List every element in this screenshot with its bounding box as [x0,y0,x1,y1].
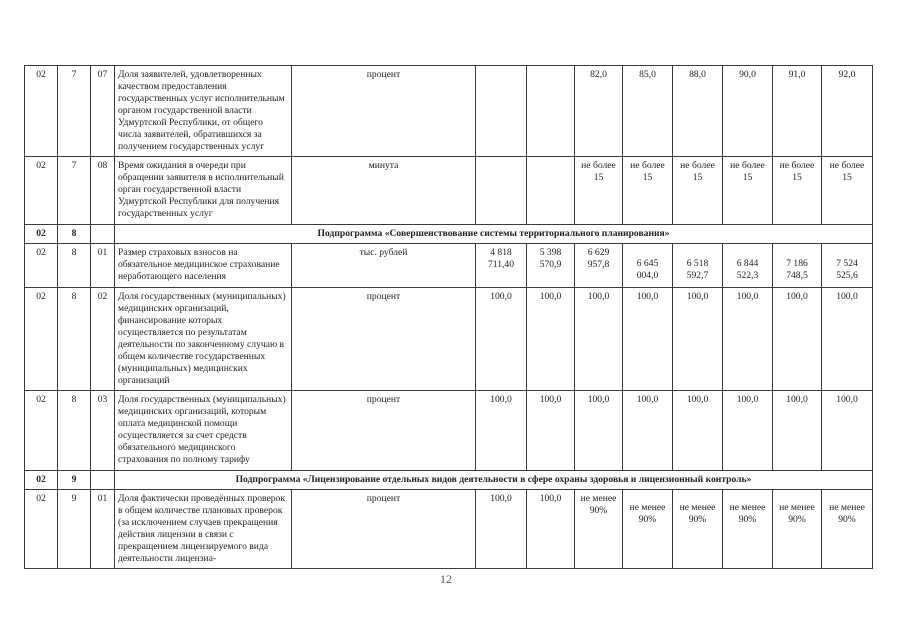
indicator-name: Размер страховых взносов на обязательное медицинское страхование неработающего населения [115,244,292,288]
value-cell: не более 15 [723,157,773,225]
value-cell: не менее 90% [822,490,873,569]
value-cell: не более 15 [623,157,673,225]
value-cell: 100,0 [773,391,822,471]
unit-cell: процент [292,66,476,157]
code-a: 02 [25,66,58,157]
value-cell [476,157,527,225]
value-cell: 100,0 [773,288,822,391]
value-cell: 100,0 [673,391,723,471]
subprogram-row [25,225,873,244]
empty-cell [91,471,115,490]
code-a: 02 [25,471,58,490]
value-cell: 6 629 957,8 [575,244,623,288]
table-row [25,157,873,225]
value-cell: 100,0 [476,391,527,471]
value-cell: 6 844 522,3 [723,244,773,288]
code-b: 9 [58,471,91,490]
value-cell: 100,0 [623,288,673,391]
value-cell: не более 15 [773,157,822,225]
value-cell: 100,0 [723,391,773,471]
code-a: 02 [25,225,58,244]
subprogram-title: Подпрограмма «Совершенствование системы территориального планирования» [115,225,873,244]
code-c: 07 [91,66,115,157]
value-cell: 100,0 [623,391,673,471]
value-cell: не более 15 [822,157,873,225]
value-cell: 100,0 [575,288,623,391]
code-b: 8 [58,288,91,391]
value-cell [527,66,575,157]
value-cell: не более 15 [575,157,623,225]
value-cell: не менее 90% [773,490,822,569]
value-cell: 5 398 570,9 [527,244,575,288]
indicators-table [24,65,873,569]
empty-cell [91,225,115,244]
value-cell: 92,0 [822,66,873,157]
unit-cell: минута [292,157,476,225]
value-cell: не менее 90% [723,490,773,569]
value-cell: 7 186 748,5 [773,244,822,288]
code-c: 08 [91,157,115,225]
code-a: 02 [25,490,58,569]
code-b: 7 [58,66,91,157]
indicator-name: Доля государственных (муниципальных) медицинских организаций, которым оплата медицинской помощи осуществляется за счет средств обязательного медицинского страхования по полному тарифу [115,391,292,471]
code-a: 02 [25,157,58,225]
code-a: 02 [25,244,58,288]
subprogram-title: Подпрограмма «Лицензирование отдельных видов деятельности в сфере охраны здоровья и лицензионный контроль» [115,471,873,490]
unit-cell: процент [292,288,476,391]
value-cell: 6 645 004,0 [623,244,673,288]
code-c: 02 [91,288,115,391]
value-cell: 91,0 [773,66,822,157]
code-a: 02 [25,391,58,471]
indicator-name: Доля государственных (муниципальных) медицинских организаций, финансирование которых осуществляется по результатам деятельности по законченному случаю в общем количестве государственных (муниципальных) медицинских организаций [115,288,292,391]
unit-cell: процент [292,391,476,471]
value-cell: не менее 90% [673,490,723,569]
value-cell: 4 818 711,40 [476,244,527,288]
code-b: 7 [58,157,91,225]
table-row [25,66,873,157]
value-cell: 100,0 [527,490,575,569]
unit-cell: процент [292,490,476,569]
table-row [25,288,873,391]
indicator-name: Время ожидания в очереди при обращении заявителя в исполнительный орган государственной власти Удмуртской Республики для получения государственных услуг [115,157,292,225]
value-cell: 100,0 [527,288,575,391]
value-cell: 6 518 592,7 [673,244,723,288]
value-cell: не более 15 [673,157,723,225]
code-a: 02 [25,288,58,391]
value-cell: 100,0 [527,391,575,471]
code-b: 8 [58,391,91,471]
value-cell: 7 524 525,6 [822,244,873,288]
value-cell: 100,0 [476,288,527,391]
subprogram-row [25,471,873,490]
code-c: 03 [91,391,115,471]
indicator-name: Доля заявителей, удовлетворенных качеством предоставления государственных услуг исполнительным органом государственной власти Удмуртской Республики, от общего числа заявителей, обратившихся за получением государственных услуг [115,66,292,157]
value-cell: 88,0 [673,66,723,157]
value-cell: не менее 90% [575,490,623,569]
unit-cell: тыс. рублей [292,244,476,288]
value-cell: 100,0 [476,490,527,569]
value-cell: 82,0 [575,66,623,157]
value-cell: не менее 90% [623,490,673,569]
code-b: 8 [58,225,91,244]
value-cell: 100,0 [575,391,623,471]
value-cell [527,157,575,225]
value-cell: 85,0 [623,66,673,157]
value-cell: 100,0 [822,391,873,471]
value-cell: 100,0 [723,288,773,391]
code-b: 9 [58,490,91,569]
value-cell [476,66,527,157]
code-c: 01 [91,490,115,569]
table-row [25,490,873,569]
code-b: 8 [58,244,91,288]
value-cell: 100,0 [673,288,723,391]
value-cell: 90,0 [723,66,773,157]
page-number: 12 [440,572,452,586]
code-c: 01 [91,244,115,288]
indicator-name: Доля фактически проведённых проверок в общем количестве плановых проверок (за исключением случаев прекращения действия лицензии в связи с прекращением лицензируемого вида деятельности лицензиа- [115,490,292,569]
value-cell: 100,0 [822,288,873,391]
table-row [25,244,873,288]
table-row [25,391,873,471]
